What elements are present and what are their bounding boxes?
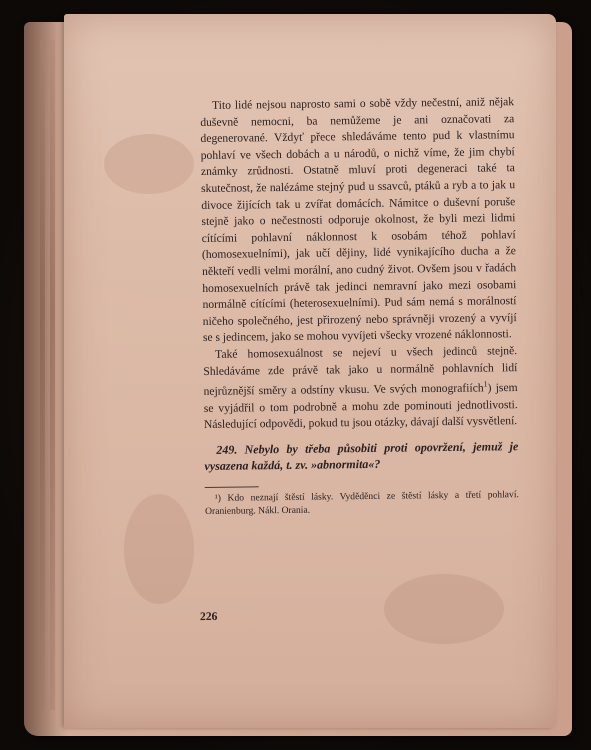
page-number: 226 [199, 609, 218, 624]
paper-stain [104, 134, 194, 194]
paper-stain [124, 494, 194, 604]
footnote-divider [205, 486, 259, 488]
question-heading: 249. Nebylo by třeba působiti proti opovržení, jemuž je vysazena každá, t. zv. »abnormita«? [204, 438, 519, 474]
paragraph-text: Také homosexuálnost se nejeví u všech jedinců stejně. Shledáváme zde právě tak jako u normálně pohlavních lidí nejrůznější směry a odstíny vkusu. Ve svých monografiích [203, 344, 518, 398]
footnote-marker: 1 [483, 379, 488, 389]
page-text [200, 94, 519, 518]
footnote: ¹) Kdo neznají štěstí lásky. Vyděděnci ze štěstí lásky a třetí pohlaví. Oranienburg. Nákl. Orania. [204, 489, 519, 517]
paragraph-text: ) jsem se vyjádřil o tom podrobně a mohu zde pominouti jednotlivosti. Následující odpovědi, pokud tu jsou otázky, dávají další vysvětlení. [203, 381, 518, 432]
paragraph: Tito lidé nejsou naprosto sami o sobě vždy nečestní, aniž nějak duševně nemocni, ba nemůžeme je ani označovati za degenerované. Vždyť přece shledáváme tento pud k vlastnímu pohlaví ve všech dobách a u národů, o nichž víme, že jim chybí známky zrůdnosti. Ostatně mluví proti degeneraci také ta skutečnost, že nalézáme stejný pud u ssavců, ptáků a ryb a to jak u divoce žijících tak u zvířat domácích. Námitce o duševní poruše stejně jako o nečestnosti odporuje okolnost, že byli mezi lidmi cítícími pohlavní náklonnost k osobám téhož pohlaví (homosexuelními), jak učí dějiny, lidé vynikajícího ducha a že někteří vedli velmi morální, ano cudný život. Ovšem jsou v řadách homosexuelních právě tak jedinci nemravní jako mezi osobami normálně cítícími (heterosexuelními). Pud sám nemá s morálností ničeho společného, jest přirozený nebo správněji vrozený a vyvíjí se s jedincem, jako se mohou vyvíjeti všecky vrozené náklonnosti. [200, 95, 517, 345]
spine-shadow [24, 22, 68, 736]
paper-stain [384, 574, 504, 644]
paragraph [203, 343, 518, 434]
